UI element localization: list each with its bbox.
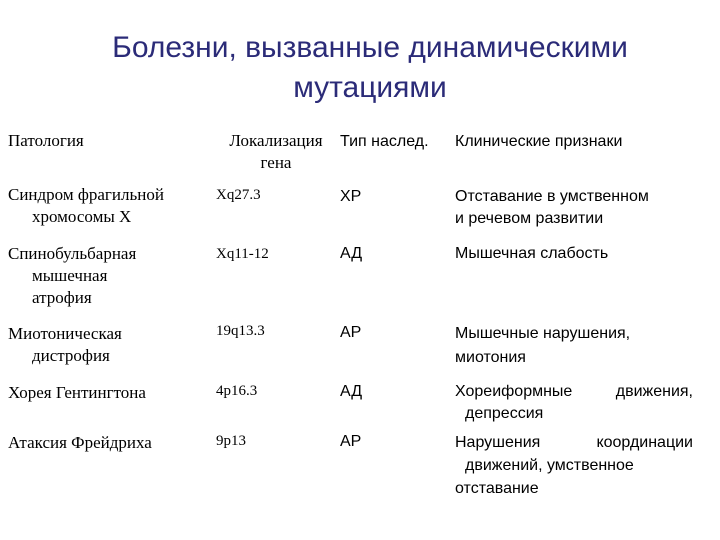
row-4-signs-word-1: Хореиформные: [455, 383, 573, 400]
table-row-2-pathology: [8, 243, 218, 309]
table-row-1-pathology: [8, 184, 218, 228]
row-2-pathology-line-1: Спинобульбарная: [8, 244, 137, 263]
table-row-4-pathology: [8, 382, 218, 404]
table-row-5-inheritance: АР: [340, 433, 362, 450]
row-5-signs-line-3: отставание: [455, 480, 539, 497]
row-3-signs-line-1: Мышечные нарушения,: [455, 325, 631, 342]
row-5-signs-word-1: Нарушения: [455, 434, 541, 451]
table-row-3-signs: [455, 322, 695, 370]
slide-title: [60, 28, 680, 108]
header-signs: Клинические признаки: [455, 133, 623, 150]
row-5-pathology-line-1: Атаксия Фрейдриха: [8, 433, 152, 452]
table-row-3-inheritance: АР: [340, 324, 362, 341]
title-line-1: Болезни, вызванные динамическими: [112, 31, 628, 64]
table-row-2-inheritance: АД: [340, 245, 363, 262]
row-2-pathology-line-3: атрофия: [32, 288, 92, 307]
title-line-2: мутациями: [293, 71, 447, 104]
header-localization-line-2: гена: [260, 153, 292, 172]
header-pathology: Патология: [8, 131, 84, 150]
row-4-pathology-line-1: Хорея Гентингтона: [8, 383, 146, 402]
table-row-4-inheritance: АД: [340, 383, 363, 400]
row-3-pathology-line-2: дистрофия: [32, 346, 110, 365]
row-5-signs-word-2: координации: [596, 434, 693, 451]
table-row-4-signs: [455, 381, 693, 425]
table-row-1-locus: Xq27.3: [216, 187, 261, 203]
table-row-3-locus: 19q13.3: [216, 323, 265, 339]
row-3-pathology-line-1: Миотоническая: [8, 324, 122, 343]
table-row-2-locus: Xq11-12: [216, 246, 269, 262]
table-row-5-locus: 9p13: [216, 433, 246, 449]
table-row-1-signs: [455, 186, 695, 230]
row-5-signs-line-2: движений, умственное: [465, 457, 634, 474]
row-4-signs-word-2: движения,: [615, 383, 693, 400]
row-5-signs-line-1: [455, 431, 693, 454]
table-row-4-locus: 4p16.3: [216, 383, 258, 399]
row-2-signs-line-1: Мышечная слабость: [455, 245, 609, 262]
table-row-5-pathology: [8, 432, 218, 454]
row-3-signs-line-2: миотония: [455, 349, 526, 366]
header-localization-line-1: Локализация: [229, 131, 323, 150]
row-1-pathology-line-1: Синдром фрагильной: [8, 185, 164, 204]
row-2-pathology-line-2: мышечная: [32, 266, 108, 285]
row-1-signs-line-2: и речевом развитии: [455, 210, 604, 227]
header-inheritance: Тип наслед.: [340, 133, 429, 150]
table-row-3-pathology: [8, 323, 218, 367]
row-1-signs-line-1: Отставание в умственном: [455, 188, 649, 205]
row-1-pathology-line-2: хромосомы X: [32, 207, 132, 226]
table-row-2-signs: [455, 243, 695, 265]
table-row-5-signs: [455, 431, 693, 500]
row-4-signs-line-1: [455, 381, 693, 403]
table-row-1-inheritance: ХР: [340, 188, 362, 205]
header-localization: [216, 130, 336, 174]
row-4-signs-line-2: депрессия: [465, 405, 544, 422]
